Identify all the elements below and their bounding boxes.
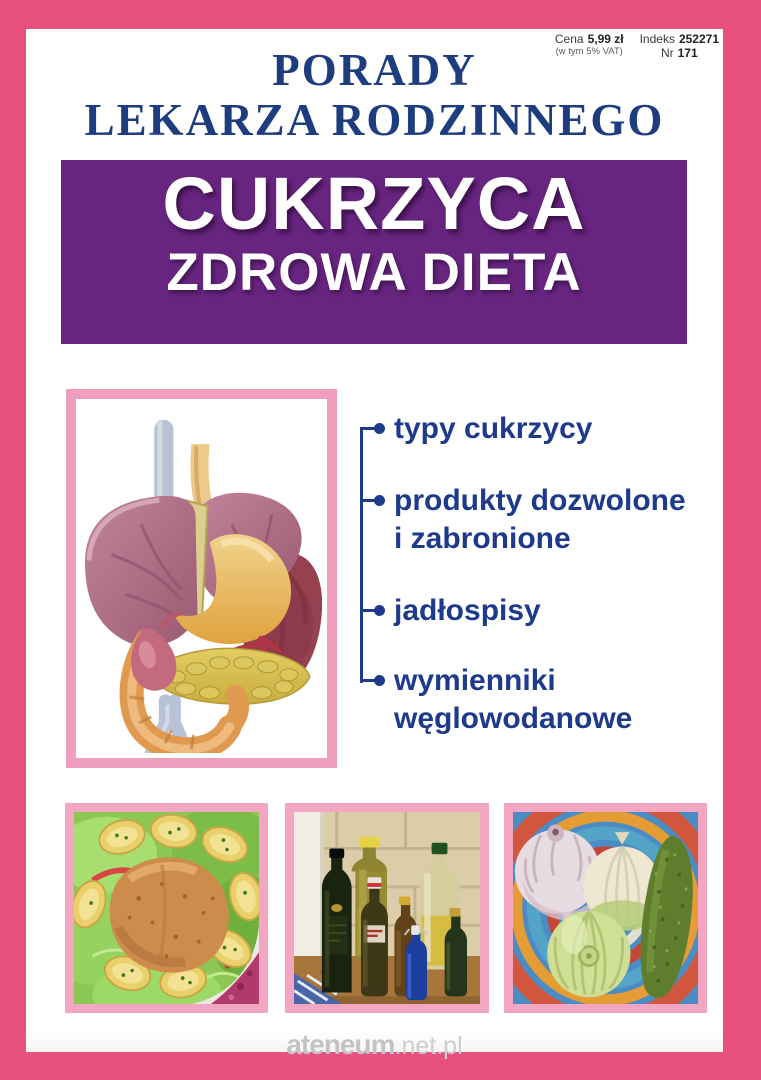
- topics-connector-line: [360, 427, 363, 683]
- vat-note: (w tym 5% VAT): [555, 46, 623, 57]
- topic-item: [394, 662, 632, 738]
- cover-content: [26, 29, 723, 1060]
- index-value: 252271: [678, 32, 719, 46]
- watermark-suffix: .net.pl: [394, 1032, 463, 1060]
- topic-line: wymienniki: [394, 664, 556, 697]
- topic-line: węglowodanowe: [394, 702, 633, 735]
- index-label: Indeks: [639, 32, 675, 46]
- photo-frame-chicken: [65, 803, 268, 1013]
- series-title: [26, 45, 723, 145]
- watermark-name: ateneum: [286, 1029, 395, 1060]
- series-title-line1: PORADY: [272, 45, 477, 95]
- topic-line: produkty dozwolone: [394, 484, 686, 517]
- photo-onions-garlic-pickled-cucumber: [513, 812, 698, 1004]
- topic-item: [394, 482, 686, 558]
- topics-connector-stub: [360, 609, 375, 612]
- issue-value: 171: [677, 46, 698, 60]
- series-title-line2: LEKARZA RODZINNEGO: [84, 95, 665, 145]
- price-value: 5,99 zł: [587, 32, 624, 46]
- topic-item: [394, 592, 541, 630]
- topic-item: [394, 410, 592, 448]
- photo-grilled-chicken-with-potatoes: [74, 812, 259, 1004]
- topic-line: jadłospisy: [394, 594, 541, 627]
- bullet-dot: [374, 675, 385, 686]
- photo-bottles-of-oil-and-vinegar: [294, 812, 480, 1004]
- topics-connector-stub: [360, 427, 375, 430]
- anatomy-figure-frame: [66, 389, 337, 768]
- bullet-dot: [374, 423, 385, 434]
- photo-frame-vegetables: [504, 803, 707, 1013]
- bullet-dot: [374, 605, 385, 616]
- topic-line: typy cukrzycy: [394, 412, 593, 445]
- topics-connector-stub: [360, 679, 375, 682]
- watermark: [26, 1029, 723, 1060]
- title-banner: [61, 160, 687, 344]
- photo-frame-bottles: [285, 803, 489, 1013]
- issue-label: Nr: [660, 46, 674, 60]
- digestive-system-illustration: [81, 404, 322, 753]
- bullet-dot: [374, 495, 385, 506]
- topic-line: i zabronione: [394, 522, 571, 555]
- price-label: Cena: [554, 32, 584, 46]
- main-title: CUKRZYCA: [162, 162, 586, 245]
- subtitle: ZDROWA DIETA: [166, 243, 582, 302]
- topics-connector-stub: [360, 499, 375, 502]
